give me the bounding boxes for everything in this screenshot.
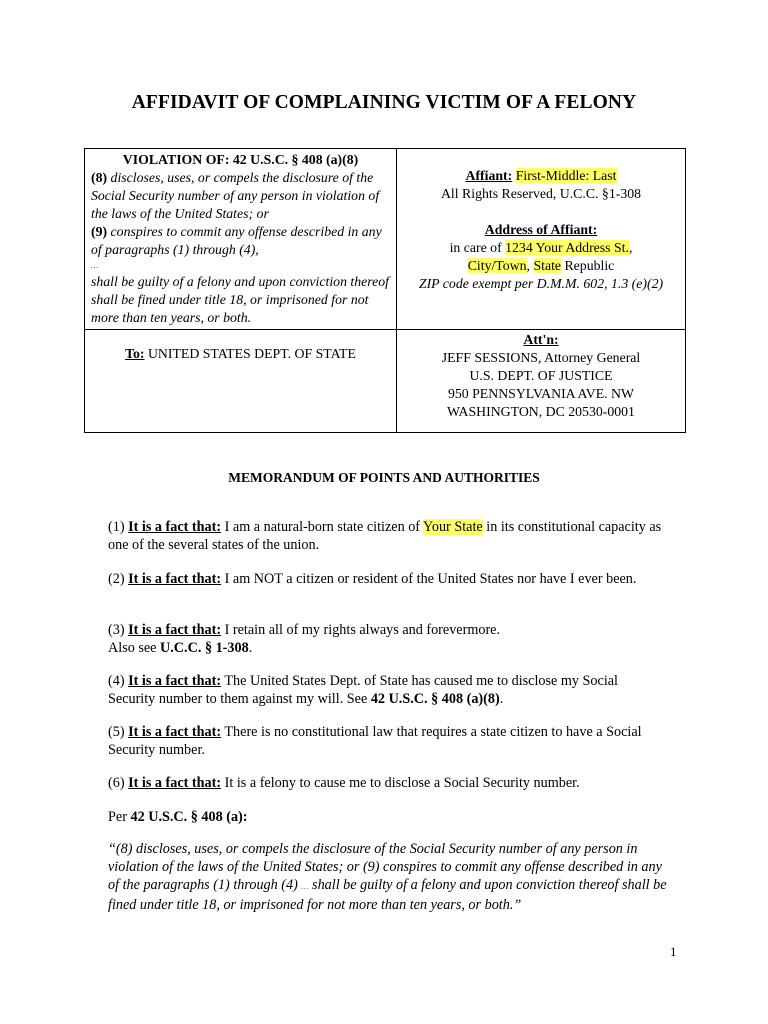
to-value: UNITED STATES DEPT. OF STATE bbox=[144, 346, 356, 361]
rights-text: All Rights Reserved, U.C.C. §1-308 bbox=[440, 186, 642, 201]
fact-6: (6) It is a fact that: It is a felony to cause me to disclose a Social Security number. bbox=[108, 775, 580, 791]
attn-line: JEFF SESSIONS, Attorney General bbox=[441, 350, 641, 365]
fact-3: (3) It is a fact that: I retain all of my rights always and forevermore. Also see U.C.C. § 1-308. bbox=[108, 622, 501, 656]
fact-5: (5) It is a fact that: There is no constitutional law that requires a state citizen to have a Social Security number. bbox=[108, 724, 642, 758]
header-table bbox=[84, 148, 686, 433]
fact-2: (2) It is a fact that: I am NOT a citizen or resident of the United States nor have I ever been. bbox=[108, 571, 637, 587]
violation-label: VIOLATION OF: 42 U.S.C. § 408 (a)(8) bbox=[122, 152, 359, 167]
attn-line: U.S. DEPT. OF JUSTICE bbox=[469, 368, 613, 383]
statute-quote: “(8) discloses, uses, or compels the disclosure of the Social Security number of any person in violation of the laws of the United States; or (9) conspires to commit any offense described in any of the paragraphs (1) through (4) … shall be guilty of a felony and upon conviction thereof shall be fined under title 18, or imprisoned for not more than ten years, or both.” bbox=[108, 841, 667, 913]
zip-note: ZIP code exempt per D.M.M. 602, 1.3 (e)(2) bbox=[418, 276, 664, 291]
per-line: Per 42 U.S.C. § 408 (a): bbox=[108, 809, 248, 825]
memorandum-heading: MEMORANDUM OF POINTS AND AUTHORITIES bbox=[228, 470, 540, 485]
affiant-label: Affiant: bbox=[465, 168, 513, 183]
to-label: To: bbox=[125, 346, 145, 361]
to-cell bbox=[85, 330, 397, 433]
violation-8: (8) discloses, uses, or compels the disclosure of the Social Security number of any person in violation of the laws of the United States; or bbox=[91, 170, 380, 221]
page-number: 1 bbox=[670, 944, 677, 959]
address-label: Address of Affiant: bbox=[484, 222, 598, 237]
violation-cell bbox=[85, 149, 397, 330]
attn-line: 950 PENNSYLVANIA AVE. NW bbox=[447, 386, 635, 401]
attn-line: WASHINGTON, DC 20530-0001 bbox=[447, 404, 635, 419]
address-line-2: City/Town, State Republic bbox=[467, 258, 615, 273]
attn-label: Att'n: bbox=[523, 332, 559, 347]
fact-4: (4) It is a fact that: The United States Dept. of State has caused me to disclose my Social Security number to them against my will. See 42 U.S.C. § 408 (a)(8). bbox=[108, 673, 618, 707]
affiant-cell bbox=[397, 149, 686, 330]
document-title: AFFIDAVIT OF COMPLAINING VICTIM OF A FELONY bbox=[131, 92, 637, 113]
violation-9: (9) conspires to commit any offense described in any of paragraphs (1) through (4), bbox=[91, 224, 382, 257]
felony-text: shall be guilty of a felony and upon conviction thereof shall be fined under title 18, or imprisoned for not more than ten years, or both. bbox=[91, 274, 389, 325]
attn-cell bbox=[397, 330, 686, 433]
ellipsis: … bbox=[91, 261, 99, 270]
fact-1: (1) It is a fact that: I am a natural-born state citizen of Your State in its constitutional capacity as one of the several states of the union. bbox=[108, 519, 662, 553]
affiant-name: First-Middle: Last bbox=[515, 168, 617, 183]
address-line-1: in care of 1234 Your Address St., bbox=[449, 240, 633, 255]
